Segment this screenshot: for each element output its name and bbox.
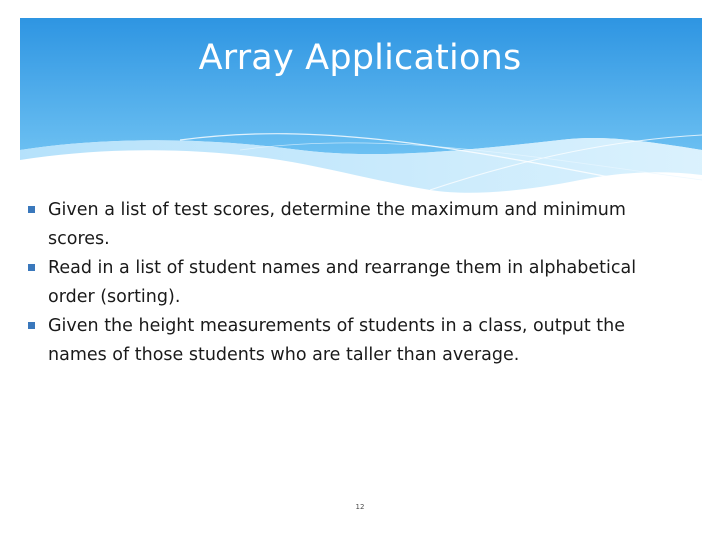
bullet-item	[28, 312, 688, 370]
square-bullet-icon	[28, 322, 35, 329]
bullet-list	[28, 196, 688, 370]
bullet-item	[28, 196, 688, 254]
header-band	[0, 0, 720, 200]
bullet-text: Given a list of test scores, determine the maximum and minimum scores.	[48, 200, 626, 249]
bullet-text: Read in a list of student names and rearrange them in alphabetical order (sorting).	[48, 258, 637, 307]
bullet-item	[28, 254, 688, 312]
square-bullet-icon	[28, 264, 35, 271]
slide-title: Array Applications	[198, 38, 522, 78]
square-bullet-icon	[28, 206, 35, 213]
page-number: 12	[355, 503, 365, 511]
bullet-text: Given the height measurements of students in a class, output the names of those students who are taller than average.	[48, 316, 625, 365]
